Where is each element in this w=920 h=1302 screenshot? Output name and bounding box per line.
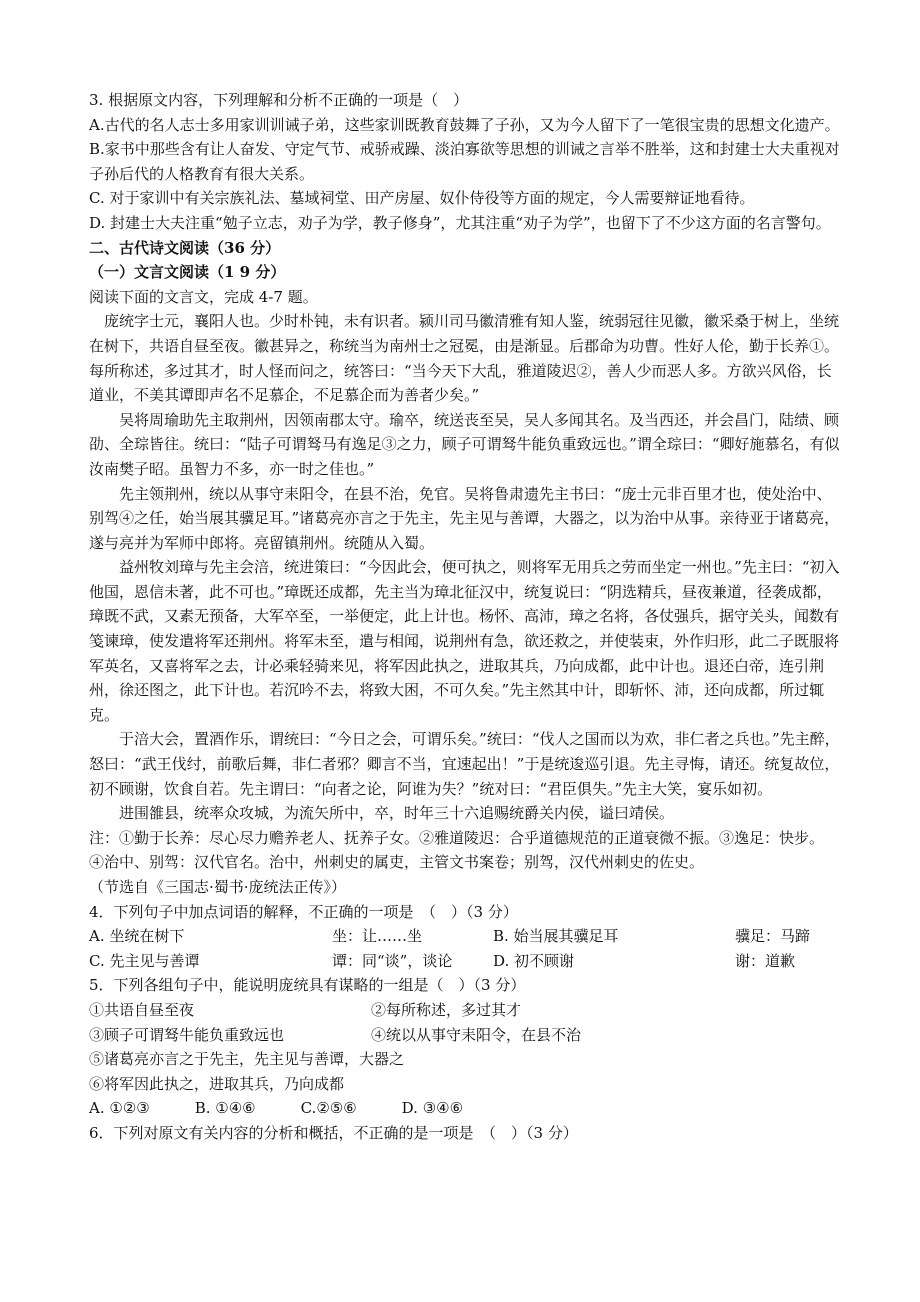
- reading-instruction: 阅读下面的文言文，完成 4-7 题。: [89, 287, 318, 306]
- q5-sentence-5: ⑤诸葛亮亦言之于先主，先主见与善谭，大器之: [89, 1050, 405, 1069]
- q4-option-d-gloss: 谢：道歉: [735, 951, 796, 970]
- q3-option-a: A.古代的名人志士多用家训训诫子弟，这些家训既教育鼓舞了子孙，又为今人留下了一笔很宝贵的思想文化遗产。: [89, 115, 840, 134]
- q4-option-c: C. 先主见与善谭: [89, 951, 200, 970]
- q5-sentence-1: ①共语自昼至夜: [89, 1000, 195, 1019]
- passage-paragraph: 进围雒县，统率众攻城，为流矢所中，卒，时年三十六追赐统爵关内侯，谥曰靖侯。: [119, 804, 675, 823]
- q4-option-a-gloss: 坐：让……坐: [332, 927, 423, 946]
- q3-option-b: B.家书中那些含有让人奋发、守定气节、戒骄戒躁、淡泊寡欲等思想的训诫之言举不胜举，这和封建士大夫重视对子孙后代的人格教育有很大关系。: [89, 140, 840, 183]
- source-citation: （节选自《三国志·蜀书·庞统法正传》）: [89, 878, 347, 896]
- passage-paragraph: 先主领荆州，统以从事守耒阳令，在县不治，免官。吴将鲁肃遗先主书曰：“庞士元非百里才也，使处治中、别驾④之任，始当展其骥足耳。”诸葛亮亦言之于先主，先主见与善谭，大器之，以为治中从事。亲待亚于诸葛亮，遂与亮并为军师中郎将。亮留镇荆州。统随从入蜀。: [89, 484, 840, 552]
- q4-options-row: [89, 949, 841, 974]
- q4-option-a: A. 坐统在树下: [89, 927, 185, 946]
- q3-option-d: D. 封建士大夫注重“勉子立志，劝子为学，教子修身”，尤其注重“劝子为学”，也留下了不少这方面的名言警句。: [89, 213, 831, 232]
- passage-paragraph: 于涪大会，置酒作乐，谓统曰：“今日之会，可谓乐矣。”统曰：“伐人之国而以为欢，非仁者之兵也。”先主醉，怒曰：“武王伐纣，前歌后舞，非仁者邪？卿言不当，宜速起出！”于是统逡巡引退。先主寻悔，请还。统复故位，初不顾谢，饮食自若。先主谓曰：“向者之论，阿谁为失？”统对曰：“君臣俱失。”先主大笑，宴乐如初。: [89, 730, 840, 798]
- section-title: 二、古代诗文阅读（36 分）: [89, 238, 281, 257]
- q3-option-c: C. 对于家训中有关宗族礼法、墓域祠堂、田产房屋、奴仆侍役等方面的规定，今人需要辩证地看待。: [89, 189, 755, 208]
- q5-sentence-row: [89, 998, 841, 1023]
- q5-sentence-6: ⑥将军因此执之，进取其兵，乃向成都: [89, 1074, 345, 1093]
- q5-sentence-4: ④统以从事守耒阳令，在县不治: [371, 1025, 582, 1044]
- q4-option-b: B. 始当展其骥足耳: [493, 927, 619, 946]
- q4-stem: 4．下列句子中加点词语的解释，不正确的一项是 （ ）（3 分）: [89, 902, 518, 921]
- q3-stem: 3. 根据原文内容，下列理解和分析不正确的一项是（ ）: [89, 91, 469, 109]
- q4-option-d: D. 初不顾谢: [493, 951, 575, 970]
- passage-paragraph: 益州牧刘璋与先主会涪，统进策曰：“今因此会，便可执之，则将军无用兵之劳而坐定一州也。”先主曰：“初入他国，恩信未著，此不可也。”璋既还成都，先主当为璋北征汉中，统复说曰：“阴选精兵，昼夜兼道，径袭成都，璋既不武，又素无预备，大军卒至，一举便定，此上计也。杨怀、高沛，璋之名将，各仗强兵，据守关头，闻数有笺谏璋，使发遣将军还荆州。将军未至，遣与相闻，说荆州有急，欲还救之，并使装束，外作归形，此二子既服将军英名，又喜将军之去，计必乘轻骑来见，将军因此执之，进取其兵，乃向成都，此中计也。退还白帝，连引荆州，徐还图之，此下计也。若沉吟不去，将致大困，不可久矣。”先主然其中计，即斩怀、沛，还向成都，所过辄克。: [89, 558, 840, 724]
- q5-sentence-row: [89, 1023, 841, 1048]
- subsection-title: （一）文言文阅读（1 9 分）: [89, 263, 286, 282]
- q5-answer-choices: A. ①②③ B. ①④⑥ C.②⑤⑥ D. ③④⑥: [89, 1099, 464, 1118]
- q4-option-b-gloss: 骥足：马蹄: [735, 927, 811, 946]
- q6-stem: 6．下列对原文有关内容的分析和概括，不正确的是一项是 （ ）（3 分）: [89, 1123, 578, 1142]
- passage-paragraph: 吴将周瑜助先主取荆州，因领南郡太守。瑜卒，统送丧至吴，吴人多闻其名。及当西还，并会昌门，陆绩、顾劭、全琮皆往。统曰：“陆子可谓驽马有逸足③之力，顾子可谓驽牛能负重致远也。”谓全琮曰：“卿好施慕名，有似汝南樊子昭。虽智力不多，亦一时之佳也。”: [89, 410, 840, 478]
- q5-sentence-2: ②每所称述，多过其才: [371, 1000, 522, 1019]
- q5-sentence-3: ③顾子可谓驽牛能负重致远也: [89, 1025, 285, 1044]
- passage-paragraph: 庞统字士元，襄阳人也。少时朴钝，未有识者。颍川司马徽清雅有知人鉴，统弱冠往见徽，徽采桑于树上，坐统在树下，共语自昼至夜。徽甚异之，称统当为南州士之冠冕，由是渐显。后郡命为功曹。性好人伦，勤于长养①。每所称述，多过其才，时人怪而问之，统答曰：“当今天下大乱，雅道陵迟②，善人少而恶人多。方欲兴风俗，长道业，不美其谭即声名不足慕企，不足慕企而为善者少矣。”: [89, 312, 840, 405]
- q4-option-c-gloss: 谭：同“谈”，谈论: [332, 951, 453, 970]
- q4-options-row: [89, 924, 841, 949]
- annotations: 注：①勤于长养：尽心尽力赡养老人、抚养子女。②雅道陵迟：合乎道德规范的正道衰微不振。③逸足：快步。 ④治中、别驾：汉代官名。治中，州刺史的属吏，主管文书案卷；别驾，汉代州刺史的佐史。: [89, 828, 847, 872]
- exam-page: [89, 88, 847, 1146]
- q5-stem: 5．下列各组句子中，能说明庞统具有谋略的一组是（ ）（3 分）: [89, 976, 526, 995]
